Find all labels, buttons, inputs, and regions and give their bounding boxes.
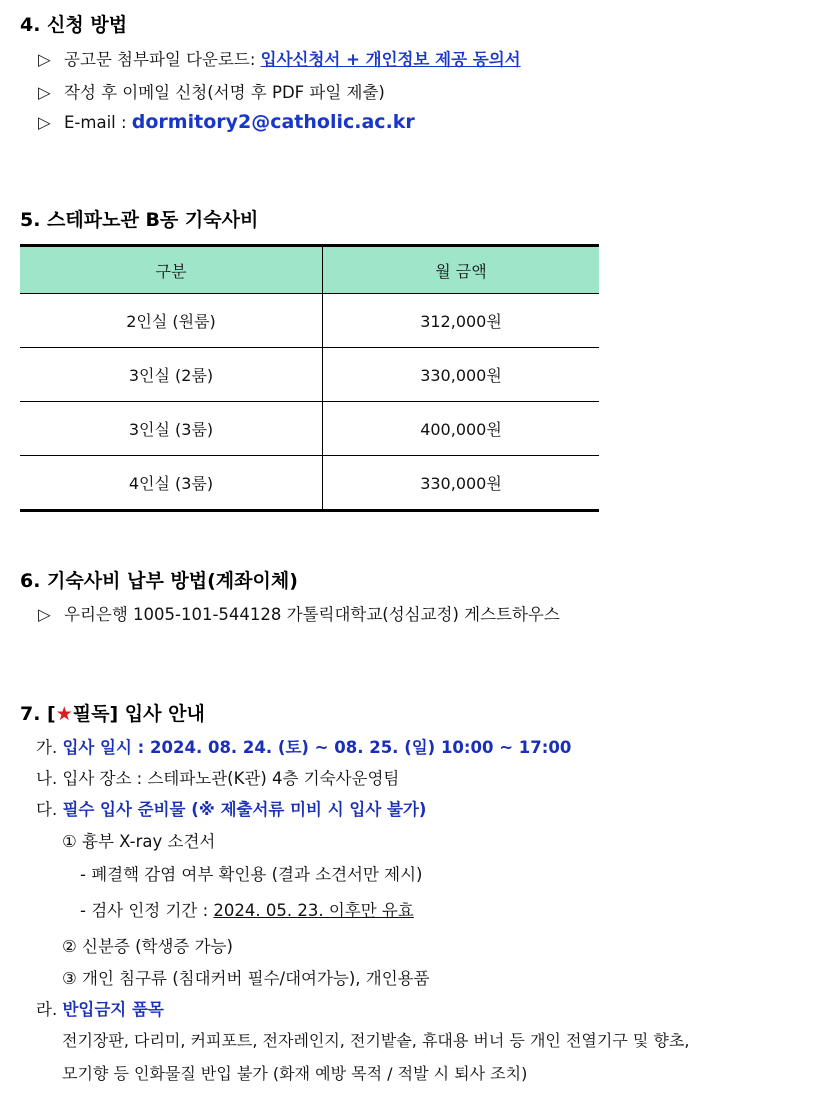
column-header-monthly-fee: 월 금액 [323, 246, 600, 294]
download-label: 공고문 첨부파일 다운로드: [64, 50, 261, 69]
email-instruction-text: 작성 후 이메일 신청(서명 후 PDF 파일 제출) [64, 83, 385, 102]
required-items-text: 필수 입사 준비물 (※ 제출서류 미비 시 입사 불가) [62, 800, 427, 819]
room-type-cell: 2인실 (원룸) [20, 294, 323, 348]
monthly-fee-cell: 330,000원 [323, 456, 600, 511]
section-6-title: 6. 기숙사비 납부 방법(계좌이체) [20, 570, 298, 592]
room-type-cell: 3인실 (3룸) [20, 402, 323, 456]
apply-email-instruction-line [38, 79, 385, 103]
triangle-bullet-icon: ▷ [38, 50, 51, 69]
table-row [20, 294, 599, 348]
required-item-id-card: ② 신분증 (학생증 가능) [62, 937, 233, 956]
move-in-date-text: 입사 일시 : 2024. 08. 24. (토) ~ 08. 25. (일) 10:00 ~ 17:00 [62, 738, 572, 757]
table-header-row [20, 246, 599, 294]
triangle-bullet-icon: ▷ [38, 113, 51, 132]
table-row [20, 348, 599, 402]
xray-purpose-note: - 폐결핵 감염 여부 확인용 (결과 소견서만 제시) [80, 865, 423, 884]
star-icon: ★ [55, 703, 73, 725]
monthly-fee-cell: 400,000원 [323, 402, 600, 456]
prohibited-items-list-line-2: 모기향 등 인화물질 반입 불가 (화재 예방 목적 / 적발 시 퇴사 조치) [62, 1064, 528, 1083]
column-header-type: 구분 [20, 246, 323, 294]
email-label: E-mail : [64, 113, 132, 132]
bank-account-text: 우리은행 1005-101-544128 가톨릭대학교(성심교정) 게스트하우스 [64, 605, 560, 624]
bank-account-line [38, 601, 560, 625]
move-in-location-line: 나. 입사 장소 : 스테파노관(K관) 4층 기숙사운영팀 [36, 769, 400, 788]
prohibited-items-line: 라. 반입금지 품목 [36, 1000, 164, 1019]
required-item-xray: ① 흉부 X-ray 소견서 [62, 832, 216, 851]
required-item-bedding: ③ 개인 침구류 (침대커버 필수/대여가능), 개인용품 [62, 969, 430, 988]
monthly-fee-cell: 312,000원 [323, 294, 600, 348]
table-row [20, 456, 599, 511]
section-7-title: 7. [★필독] 입사 안내 [20, 703, 205, 725]
application-form-link[interactable]: 입사신청서 + 개인정보 제공 동의서 [260, 50, 521, 69]
room-type-cell: 4인실 (3룸) [20, 456, 323, 511]
dormitory-fee-table [20, 244, 599, 512]
triangle-bullet-icon: ▷ [38, 605, 51, 624]
apply-download-line [38, 46, 521, 70]
prohibited-items-list-line-1: 전기장판, 다리미, 커피포트, 전자레인지, 전기밭솥, 휴대용 버너 등 개인 전열기구 및 향초, [62, 1031, 690, 1050]
required-items-line: 다. 필수 입사 준비물 (※ 제출서류 미비 시 입사 불가) [36, 800, 427, 819]
section-5-title: 5. 스테파노관 B동 기숙사비 [20, 209, 259, 231]
email-address-link[interactable]: dormitory2@catholic.ac.kr [131, 111, 415, 133]
prohibited-items-title: 반입금지 품목 [62, 1000, 164, 1019]
xray-validity-note: - 검사 인정 기간 : 2024. 05. 23. 이후만 유효 [80, 901, 414, 920]
table-row [20, 402, 599, 456]
apply-email-line [38, 111, 415, 133]
move-in-date-line: 가. 입사 일시 : 2024. 08. 24. (토) ~ 08. 25. (일) 10:00 ~ 17:00 [36, 738, 572, 757]
monthly-fee-cell: 330,000원 [323, 348, 600, 402]
room-type-cell: 3인실 (2룸) [20, 348, 323, 402]
xray-validity-date: 2024. 05. 23. 이후만 유효 [213, 901, 414, 920]
triangle-bullet-icon: ▷ [38, 83, 51, 102]
section-4-title: 4. 신청 방법 [20, 14, 128, 36]
